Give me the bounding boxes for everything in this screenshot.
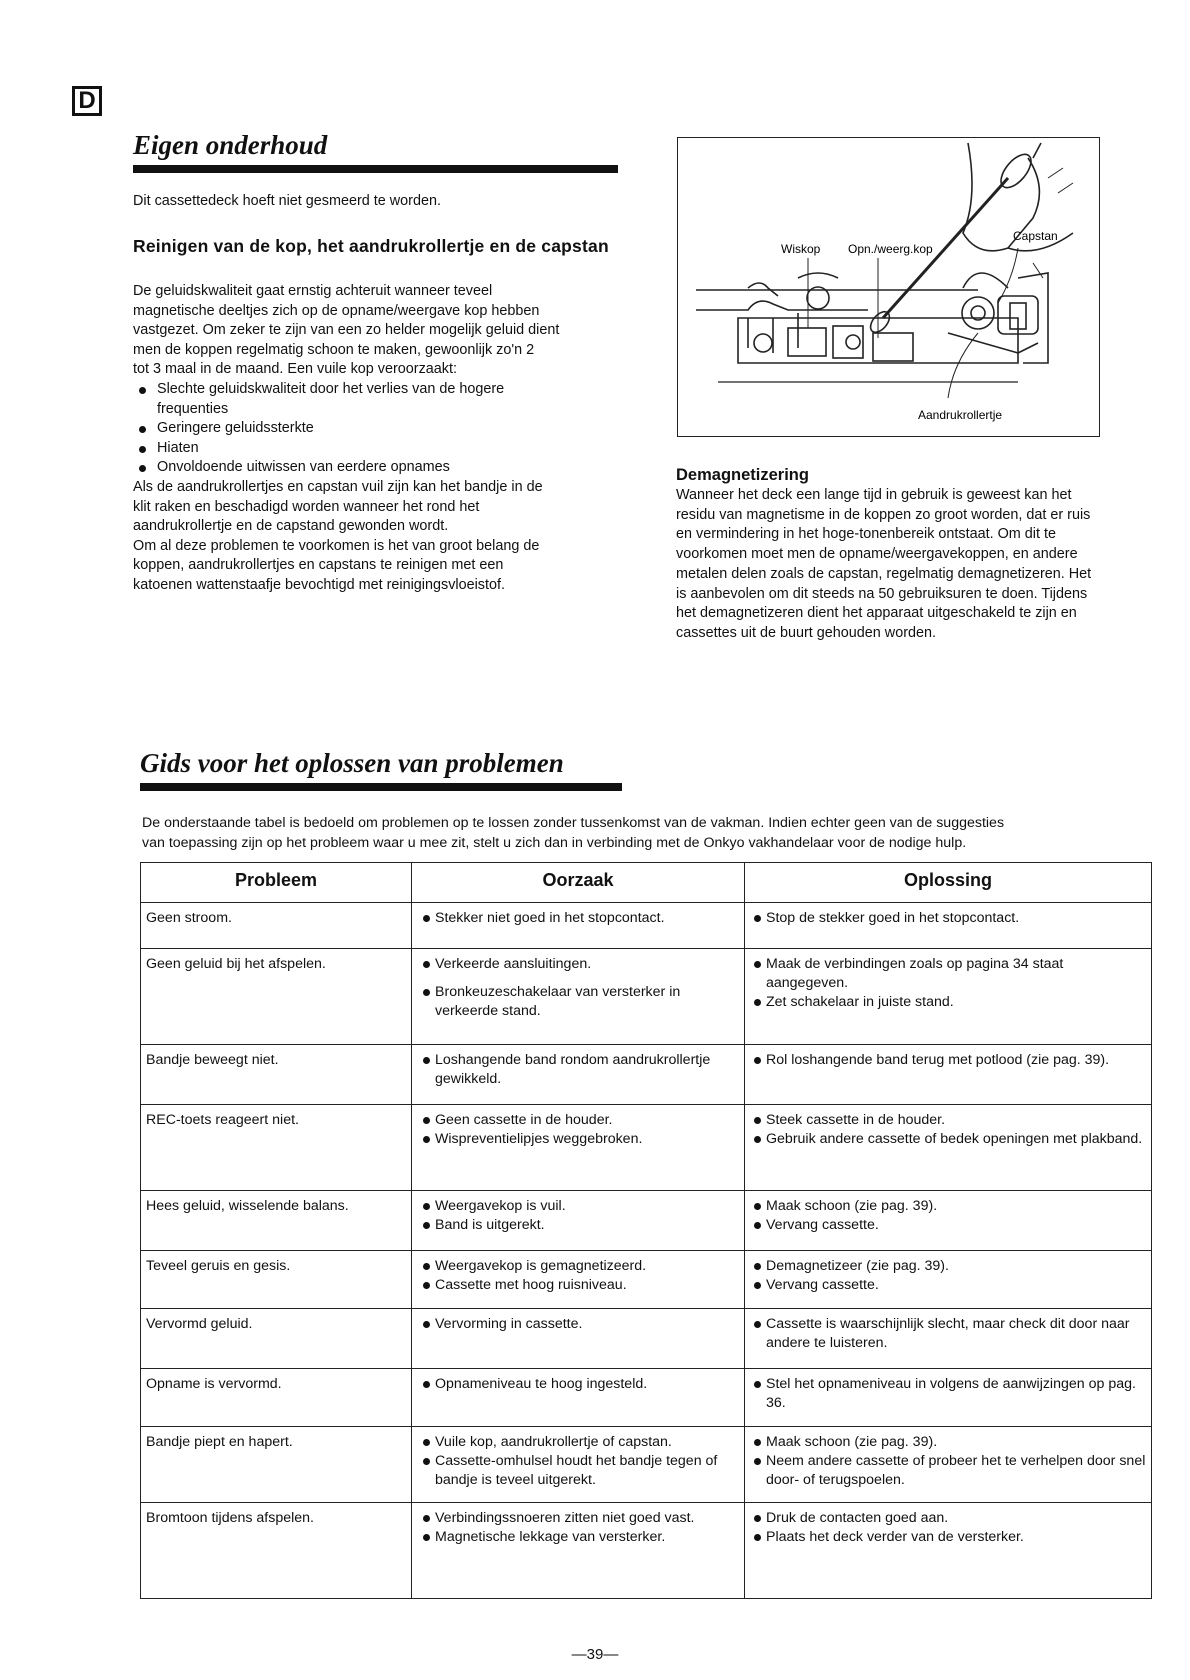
head-cleaning-figure [677, 137, 1100, 437]
cleaning-line: aandrukrollertje en de capstand gewonden wordt. [133, 518, 449, 535]
maintenance-title-rule [133, 165, 618, 173]
list-item: Loshangende band rondom aandrukrollertje gewikkeld. [421, 1051, 739, 1089]
list-item: Vuile kop, aandrukrollertje of capstan. [421, 1433, 739, 1452]
demag-heading: Demagnetizering [676, 466, 809, 484]
list-item: Opnameniveau te hoog ingesteld. [421, 1375, 739, 1394]
solution-cell [745, 1503, 1152, 1599]
list-item: Slechte geluidskwaliteit door het verlies van de hogere frequenties [133, 380, 553, 419]
table-row [141, 903, 1152, 949]
solution-cell-list [752, 1257, 1146, 1295]
table-row [141, 1191, 1152, 1251]
list-item: Plaats het deck verder van de versterker. [752, 1528, 1146, 1547]
list-item: Cassette-omhulsel houdt het bandje tegen of bandje is teveel uitgerekt. [421, 1452, 739, 1490]
list-item: Maak schoon (zie pag. 39). [752, 1433, 1146, 1452]
demag-line: residu van magnetisme in de koppen zo groot worden, dat er ruis [676, 506, 1091, 523]
cause-cell [412, 1369, 745, 1427]
troubleshooting-title: Gids voor het oplossen van problemen [140, 748, 564, 778]
cause-cell-list [421, 1111, 739, 1149]
troubleshooting-intro [142, 814, 1162, 853]
figure-label-roller: Aandrukrollertje [918, 408, 1003, 422]
problem-cell: Hees geluid, wisselende balans. [141, 1191, 412, 1251]
cause-cell-list [421, 909, 739, 928]
solution-cell [745, 1309, 1152, 1369]
list-item: Vervorming in cassette. [421, 1315, 739, 1334]
solution-cell [745, 1427, 1152, 1503]
solution-cell-list [752, 1111, 1146, 1149]
solution-cell [745, 903, 1152, 949]
solution-cell-list [752, 909, 1146, 928]
problem-cell: Geen geluid bij het afspelen. [141, 949, 412, 1045]
demag-line: Wanneer het deck een lange tijd in gebruik is geweest kan het [676, 487, 1072, 503]
cleaning-heading: Reinigen van de kop, het aandrukrollertje en de capstan [133, 236, 609, 256]
cleaning-line: Als de aandrukrollertjes en capstan vuil zijn kan het bandje in de [133, 478, 543, 495]
list-item: Neem andere cassette of probeer het te verhelpen door snel door- of terugspoelen. [752, 1452, 1146, 1490]
cleaning-line: tot 3 maal in de maand. Een vuile kop veroorzaakt: [133, 361, 457, 378]
cause-cell [412, 1045, 745, 1105]
problem-cell: Vervormd geluid. [141, 1309, 412, 1369]
troubleshooting-intro-line: van toepassing zijn op het probleem waar u mee zit, stelt u zich dan in verbinding met de Onkyo vakhandelaar voor de nodige hulp. [142, 834, 967, 851]
problem-cell: Bandje piept en hapert. [141, 1427, 412, 1503]
list-item: Cassette is waarschijnlijk slecht, maar check dit door naar andere te luisteren. [752, 1315, 1146, 1353]
table-row [141, 1427, 1152, 1503]
list-item: Stekker niet goed in het stopcontact. [421, 909, 739, 928]
table-row [141, 1369, 1152, 1427]
figure-label-wiskop: Wiskop [781, 242, 821, 256]
cleaning-line: koppen, aandrukrollertjes en capstans te reinigen met een [133, 557, 504, 574]
cause-cell-list [421, 1051, 739, 1089]
solution-cell-list [752, 1433, 1146, 1490]
list-item: Gebruik andere cassette of bedek openingen met plakband. [752, 1130, 1146, 1149]
troubleshooting-title-rule [140, 783, 622, 791]
troubleshooting-table-body [141, 903, 1152, 1599]
list-item: Band is uitgerekt. [421, 1216, 739, 1235]
cause-cell-list [421, 1197, 739, 1235]
dirty-head-effects-list [133, 380, 553, 478]
list-item: Weergavekop is gemagnetizeerd. [421, 1257, 739, 1276]
problem-cell: Bromtoon tijdens afspelen. [141, 1503, 412, 1599]
list-item: Magnetische lekkage van versterker. [421, 1528, 739, 1547]
cleaning-line: magnetische deeltjes zich op de opname/weergave kop hebben [133, 302, 540, 319]
list-item: Verkeerde aansluitingen. [421, 955, 739, 974]
list-item: Druk de contacten goed aan. [752, 1509, 1146, 1528]
demag-line: is aanbevolen om dit steeds na 50 gebruiksuren te doen. Tijdens [676, 585, 1088, 602]
solution-cell [745, 1191, 1152, 1251]
maintenance-title: Eigen onderhoud [133, 130, 328, 160]
solution-cell [745, 1251, 1152, 1309]
solution-cell-list [752, 1509, 1146, 1547]
list-item: Rol loshangende band terug met potlood (zie pag. 39). [752, 1051, 1146, 1070]
maintenance-intro: Dit cassettedeck hoeft niet gesmeerd te worden. [133, 193, 441, 209]
table-header-row [141, 863, 1152, 903]
cause-cell [412, 1191, 745, 1251]
table-row [141, 949, 1152, 1045]
cause-cell [412, 1105, 745, 1191]
cause-cell-list [421, 1315, 739, 1334]
demag-line: het demagnetizeren dient het apparaat uitgeschakeld te zijn en [676, 605, 1077, 622]
cause-cell-list [421, 1257, 739, 1295]
cause-cell [412, 1427, 745, 1503]
list-item: Stop de stekker goed in het stopcontact. [752, 909, 1146, 928]
troubleshooting-table [140, 862, 1152, 1599]
cleaning-line: Om al deze problemen te voorkomen is het van groot belang de [133, 537, 540, 554]
demag-text [676, 486, 1156, 644]
cause-cell [412, 949, 745, 1045]
tape-mechanism-illustration [678, 138, 1098, 435]
cause-cell [412, 1251, 745, 1309]
table-row [141, 1045, 1152, 1105]
list-item: Vervang cassette. [752, 1216, 1146, 1235]
cause-cell-list [421, 1375, 739, 1394]
solution-cell [745, 949, 1152, 1045]
list-item: Verbindingssnoeren zitten niet goed vast. [421, 1509, 739, 1528]
list-item: Demagnetizeer (zie pag. 39). [752, 1257, 1146, 1276]
table-row [141, 1251, 1152, 1309]
solution-cell-list [752, 1315, 1146, 1353]
cause-cell [412, 1309, 745, 1369]
list-item: Bronkeuzeschakelaar van versterker in verkeerde stand. [421, 983, 739, 1021]
solution-cell-list [752, 955, 1146, 1012]
problem-cell: Bandje beweegt niet. [141, 1045, 412, 1105]
demag-line: en vermindering in het hoge-tonenbereik ontstaat. Om dit te [676, 526, 1056, 543]
list-item: Zet schakelaar in juiste stand. [752, 993, 1146, 1012]
page-number: —39— [571, 1646, 619, 1663]
figure-label-capstan: Capstan [1013, 229, 1058, 243]
cleaning-line: klit raken en beschadigd worden wanneer het rond het [133, 498, 480, 515]
cause-cell-list [421, 1433, 739, 1490]
list-item: Onvoldoende uitwissen van eerdere opnames [133, 458, 553, 478]
list-item: Vervang cassette. [752, 1276, 1146, 1295]
cleaning-line: katoenen wattenstaafje bevochtigd met reinigingsvloeistof. [133, 576, 505, 593]
solution-cell [745, 1105, 1152, 1191]
list-item: Hiaten [133, 439, 553, 459]
list-item: Geringere geluidssterkte [133, 419, 553, 439]
demag-line: cassettes uit de buurt gehouden worden. [676, 624, 937, 641]
language-tab: D [72, 86, 102, 116]
solution-cell [745, 1045, 1152, 1105]
list-item: Maak schoon (zie pag. 39). [752, 1197, 1146, 1216]
demag-line: metalen delen zoals de capstan, regelmatig demagnetizeren. Het [676, 565, 1092, 582]
solution-cell [745, 1369, 1152, 1427]
list-item: Cassette met hoog ruisniveau. [421, 1276, 739, 1295]
header-problem: Probleem [141, 863, 412, 903]
cause-cell-list [421, 1509, 739, 1547]
cause-cell-list [421, 955, 739, 1021]
list-item: Weergavekop is vuil. [421, 1197, 739, 1216]
header-solution: Oplossing [745, 863, 1152, 903]
header-cause: Oorzaak [412, 863, 745, 903]
list-item: Steek cassette in de houder. [752, 1111, 1146, 1130]
list-item: Maak de verbindingen zoals op pagina 34 staat aangegeven. [752, 955, 1146, 993]
solution-cell-list [752, 1051, 1146, 1070]
demag-line: voorkomen moet men de opname/weergavekoppen, en andere [676, 546, 1078, 563]
table-row [141, 1105, 1152, 1191]
troubleshooting-intro-line: De onderstaande tabel is bedoeld om problemen op te lossen zonder tussenkomst van de vakman. Indien echter geen van de suggesties [142, 815, 1005, 831]
figure-label-head: Opn./weerg.kop [848, 242, 933, 256]
list-item: Geen cassette in de houder. [421, 1111, 739, 1130]
list-item: Stel het opnameniveau in volgens de aanwijzingen op pag. 36. [752, 1375, 1146, 1413]
problem-cell: REC-toets reageert niet. [141, 1105, 412, 1191]
cleaning-line: men de koppen regelmatig schoon te maken, gewoonlijk zo'n 2 [133, 341, 535, 358]
table-row [141, 1503, 1152, 1599]
solution-cell-list [752, 1375, 1146, 1413]
problem-cell: Teveel geruis en gesis. [141, 1251, 412, 1309]
cause-cell [412, 1503, 745, 1599]
problem-cell: Geen stroom. [141, 903, 412, 949]
list-item: Wispreventielipjes weggebroken. [421, 1130, 739, 1149]
problem-cell: Opname is vervormd. [141, 1369, 412, 1427]
table-row [141, 1309, 1152, 1369]
cleaning-line: vastgezet. Om zeker te zijn van een zo helder mogelijk geluid dient [133, 322, 560, 339]
cleaning-text [133, 282, 623, 596]
cause-cell [412, 903, 745, 949]
cleaning-line: De geluidskwaliteit gaat ernstig achteruit wanneer teveel [133, 283, 493, 299]
solution-cell-list [752, 1197, 1146, 1235]
